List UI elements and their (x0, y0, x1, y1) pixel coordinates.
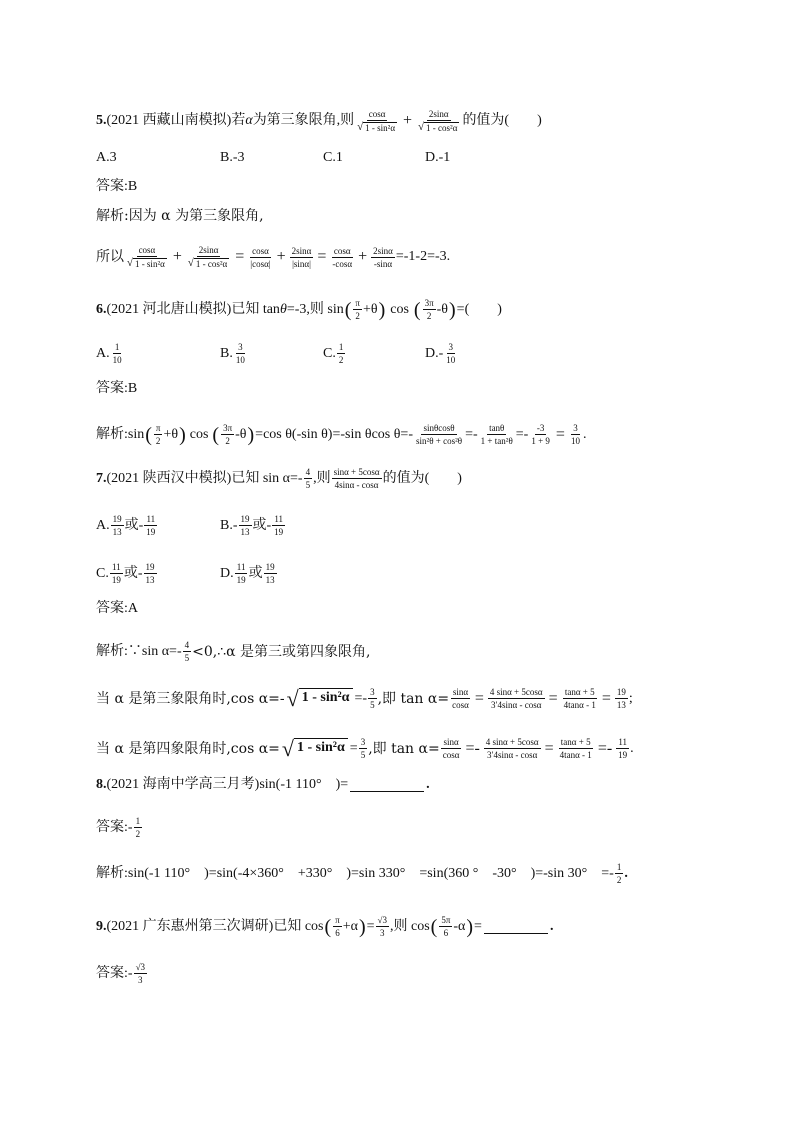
q5-analysis-1: 解析:因为 α 为第三象限角, (96, 208, 264, 224)
q8-answer-blank (350, 777, 424, 792)
q7-analysis-2: 当 α 是第三象限角时,cos α=- √ 1 - sin²α =- $\frac{3}{5}$ ,即 tan α= $\frac{\sin\alpha}{\cos\alpha}$ = $\frac{4 \sin\alpha + 5\cos\alpha}{3'4\sin\alpha - \cos\alpha}$ = $\frac{\tan\alpha + 5}{4\tan\alpha - 1}$ = $\frac{19}{13}$ ; (96, 685, 633, 711)
q8-analysis: 解析:sin(-1 110° )=sin(-4×360° +330° )=sin 330° =sin(360 ° -30° )=-sin 30° =- $\frac{1}{2}$ . (96, 862, 628, 886)
q5-fraction-2: 2sinα √ 1 - cos²α (418, 109, 458, 134)
q7-option-a: A. $\frac{19}{13}$ 或- $\frac{11}{19}$ (96, 514, 156, 538)
q8-answer: 答案:- $\frac{1}{2}$ (96, 816, 141, 840)
q8-number: 8. (96, 776, 107, 792)
q7-option-c: C. $\frac{11}{19}$ 或- $\frac{19}{13}$ (96, 562, 155, 586)
q5-fraction-1: cosα √ 1 - sin²α (357, 109, 396, 134)
q9-number: 9. (96, 918, 107, 934)
q9-answer-blank (484, 919, 548, 934)
q6-number: 6. (96, 301, 107, 317)
q6-stem: 6. (2021 河北唐山模拟)已知 tan θ =-3,则 sin ( $\frac{\pi}{2}$ +θ ) cos ( $\frac{3\pi}{2}$ -θ ) =( ) (96, 298, 502, 322)
q7-analysis-1: 解析:∵sin α=- $\frac{4}{5}$ <0,∴α 是第三或第四象限角, (96, 640, 371, 664)
q7-option-b: B.- $\frac{19}{13}$ 或- $\frac{11}{19}$ (220, 514, 284, 538)
q5-stem: 5. (2021 西藏山南模拟)若 α 为第三象限角,则 cosα √ 1 - sin²α + 2sinα √ 1 - cos²α 的值为( ) (96, 109, 542, 134)
q6-option-c: C. $\frac{1}{2}$ (323, 342, 344, 366)
q9-stem: 9. (2021 广东惠州第三次调研)已知 cos ( $\frac{\pi}{6}$ +α ) = $\frac{√3}{3}$ ,则 cos ( $\frac{5\pi}{6}$ -α ) = . (96, 915, 554, 939)
q6-option-b: B. $\frac{3}{10}$ (220, 342, 245, 366)
q5-option-d: D.-1 (425, 150, 451, 165)
q7-analysis-3: 当 α 是第四象限角时,cos α= √ 1 - sin²α = $\frac{3}{5}$ ,即 tan α= $\frac{\sin\alpha}{\cos\alpha}$ =- $\frac{4 \sin\alpha + 5\cos\alpha}{3'4\sin\alpha - \cos\alpha}$ = $\frac{\tan\alpha + 5}{4\tan\alpha - 1}$ =- $\frac{11}{19}$ . (96, 735, 634, 761)
q7-stem: 7. (2021 陕西汉中模拟)已知 sin α=- $\frac{4}{5}$ ,则 $\frac{\sin\alpha + 5\cos\alpha}{4\sin\alpha - \cos\alpha}$ 的值为( ) (96, 467, 462, 491)
q6-analysis: 解析:sin ( $\frac{\pi}{2}$ +θ ) cos ( $\frac{3\pi}{2}$ -θ ) =cos θ(-sin θ)=-sin θcos θ=- $\frac{\sin\theta\cos\theta}{\text{sin²θ + cos²θ}}$ =- $\frac{\tan\theta}{\text{1 + tan²θ}}$ =- $\frac{-3}{1 + 9}$ = $\frac{3}{10}$ . (96, 423, 587, 447)
q5-option-c: C.1 (323, 150, 343, 165)
q5-source: (2021 西藏山南模拟)若 (106, 113, 246, 129)
q5-option-a: A.3 (96, 150, 117, 165)
q6-option-a: A. $\frac{1}{10}$ (96, 342, 122, 366)
q7-number: 7. (96, 470, 107, 486)
q9-answer: 答案:- $\frac{√3}{3}$ (96, 962, 146, 986)
q5-answer: 答案:B (96, 179, 138, 194)
q6-option-d: D.- $\frac{3}{10}$ (425, 342, 456, 366)
q7-answer: 答案:A (96, 601, 138, 616)
q6-answer: 答案:B (96, 381, 138, 396)
q8-stem: 8. (2021 海南中学高三月考)sin(-1 110° )= . (96, 776, 430, 792)
q7-option-d: D. $\frac{11}{19}$ 或 $\frac{19}{13}$ (220, 562, 275, 586)
q5-number: 5. (96, 113, 107, 129)
q5-option-b: B.-3 (220, 150, 245, 165)
q5-analysis-2: 所以 cosα √ 1 - sin²α + 2sinα √ 1 - cos²α = $\frac{\cos\alpha}{|\cos\alpha|}$ + $\frac{2\sin\alpha}{|\sin\alpha|}$ = $\frac{\cos\alpha}{-\cos\alpha}$ + $\frac{2\sin\alpha}{-\sin\alpha}$ =-1-2=-3. (96, 245, 451, 270)
